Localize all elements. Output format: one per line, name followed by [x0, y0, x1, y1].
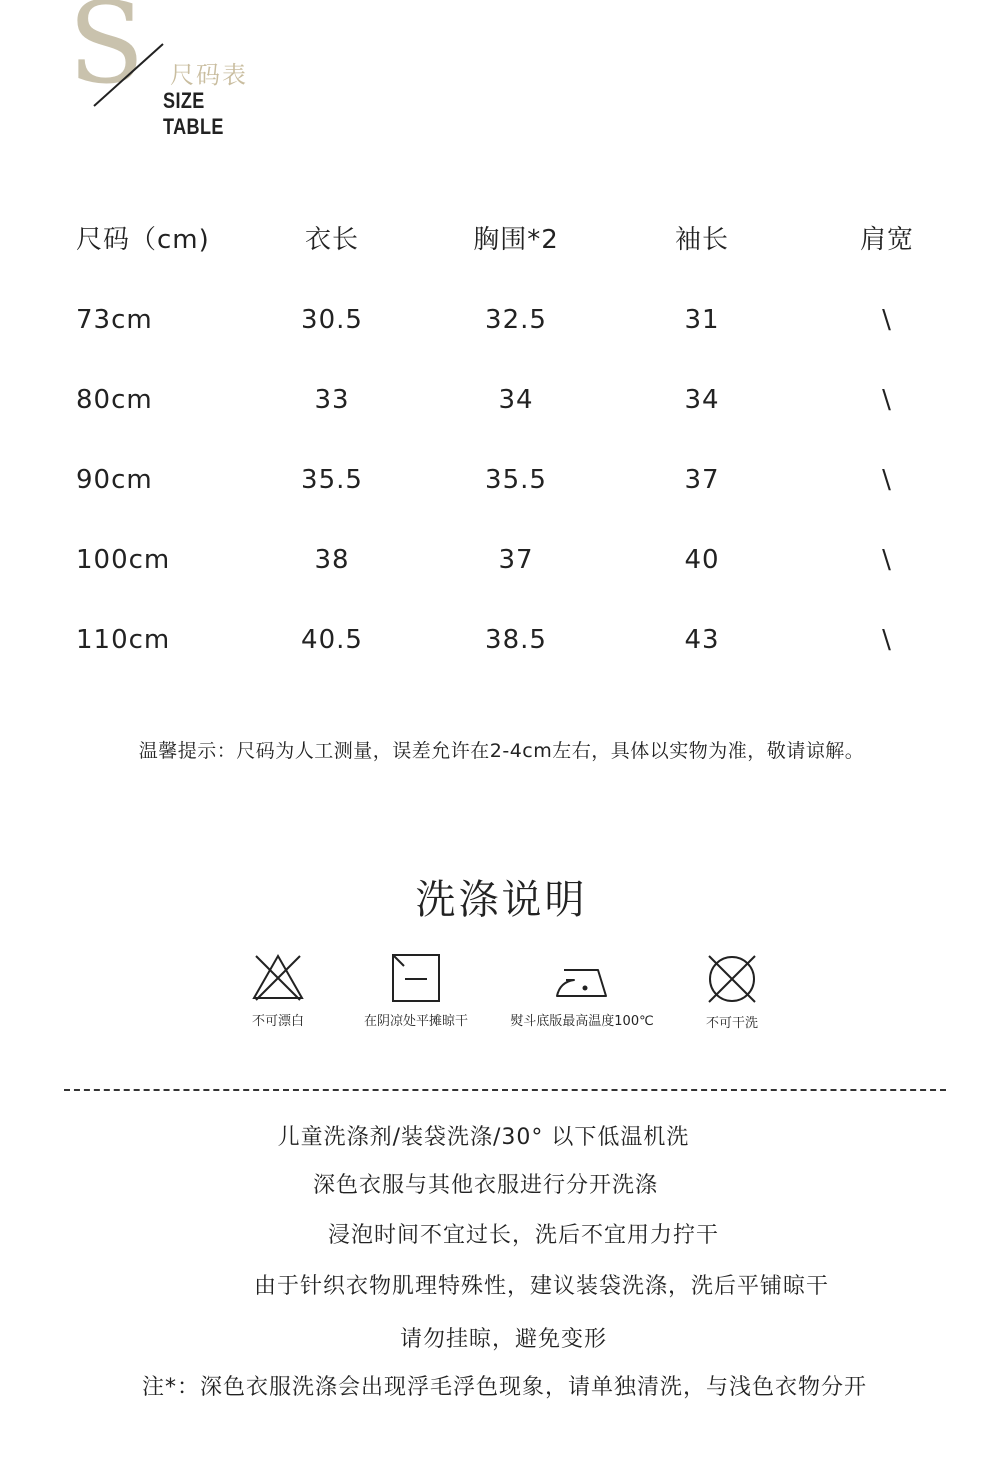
- iron-low-temp-icon: [552, 952, 612, 1004]
- wash-instruction: 深色衣服与其他衣服进行分开洗涤: [312, 1173, 658, 1198]
- table-row: [0, 440, 1003, 520]
- table-cell: \: [882, 305, 892, 335]
- care-item-no-dry-clean: [657, 952, 807, 1031]
- logo-title-cn: 尺码表: [170, 61, 248, 89]
- table-cell: \: [882, 465, 892, 495]
- care-label: 在阴凉处平摊晾干: [363, 1014, 468, 1029]
- table-cell: 80cm: [76, 385, 153, 415]
- size-table-logo: [60, 0, 280, 139]
- table-cell: 37: [498, 545, 534, 575]
- care-item-dry-flat: [341, 952, 491, 1029]
- column-header: 衣长: [304, 225, 359, 255]
- table-cell: 40.5: [301, 625, 363, 655]
- wash-instruction: 由于针织衣物肌理特殊性，建议装袋洗涤，洗后平铺晾干: [253, 1274, 829, 1299]
- wash-title: 洗涤说明: [415, 877, 588, 923]
- table-row: [0, 360, 1003, 440]
- table-cell: 38: [314, 545, 350, 575]
- care-label: 不可漂白: [251, 1014, 304, 1029]
- care-label: 不可干洗: [705, 1016, 758, 1031]
- table-cell: 110cm: [76, 625, 171, 655]
- table-cell: \: [882, 545, 892, 575]
- logo-letter: S: [68, 0, 145, 109]
- table-cell: 33: [314, 385, 350, 415]
- wash-note: 注*：深色衣服洗涤会出现浮毛浮色现象，请单独清洗，与浅色衣物分开: [141, 1375, 867, 1400]
- wash-instruction: 浸泡时间不宜过长，洗后不宜用力拧干: [327, 1223, 719, 1248]
- table-row: [0, 520, 1003, 600]
- column-header: 肩宽: [859, 225, 914, 255]
- table-cell: \: [882, 385, 892, 415]
- table-cell: 100cm: [76, 545, 171, 575]
- table-cell: 43: [684, 625, 720, 655]
- column-header: 胸围*2: [473, 225, 559, 255]
- table-cell: 73cm: [76, 305, 153, 335]
- table-cell: 34: [498, 385, 534, 415]
- table-cell: 34: [684, 385, 720, 415]
- table-cell: 40: [684, 545, 720, 575]
- table-header-row: [0, 200, 1003, 280]
- no-dry-clean-icon: [705, 952, 759, 1006]
- table-row: [0, 280, 1003, 360]
- table-cell: 90cm: [76, 465, 153, 495]
- logo-title-en: SIZE TABLE: [163, 88, 224, 139]
- table-cell: 35.5: [301, 465, 363, 495]
- dashed-divider: [64, 1089, 946, 1091]
- care-item-no-bleach: [203, 952, 353, 1029]
- no-bleach-icon: [250, 952, 306, 1004]
- table-cell: 35.5: [485, 465, 547, 495]
- measurement-tip: 温馨提示：尺码为人工测量，误差允许在2-4cm左右，具体以实物为准，敬请谅解。: [138, 740, 865, 762]
- care-item-iron: [507, 952, 657, 1029]
- wash-instruction: 请勿挂晾，避免变形: [399, 1327, 607, 1352]
- table-cell: 31: [684, 305, 720, 335]
- care-label: 熨斗底版最高温度100℃: [510, 1014, 654, 1029]
- table-cell: 37: [684, 465, 720, 495]
- column-header: 袖长: [674, 225, 729, 255]
- wash-instruction: 儿童洗涤剂/装袋洗涤/30° 以下低温机洗: [277, 1125, 690, 1150]
- table-cell: \: [882, 625, 892, 655]
- size-table: [0, 200, 1003, 680]
- table-cell: 30.5: [301, 305, 363, 335]
- dry-flat-shade-icon: [390, 952, 442, 1004]
- table-cell: 38.5: [485, 625, 547, 655]
- column-header: 尺码（cm): [76, 225, 210, 255]
- table-row: [0, 600, 1003, 680]
- table-cell: 32.5: [485, 305, 547, 335]
